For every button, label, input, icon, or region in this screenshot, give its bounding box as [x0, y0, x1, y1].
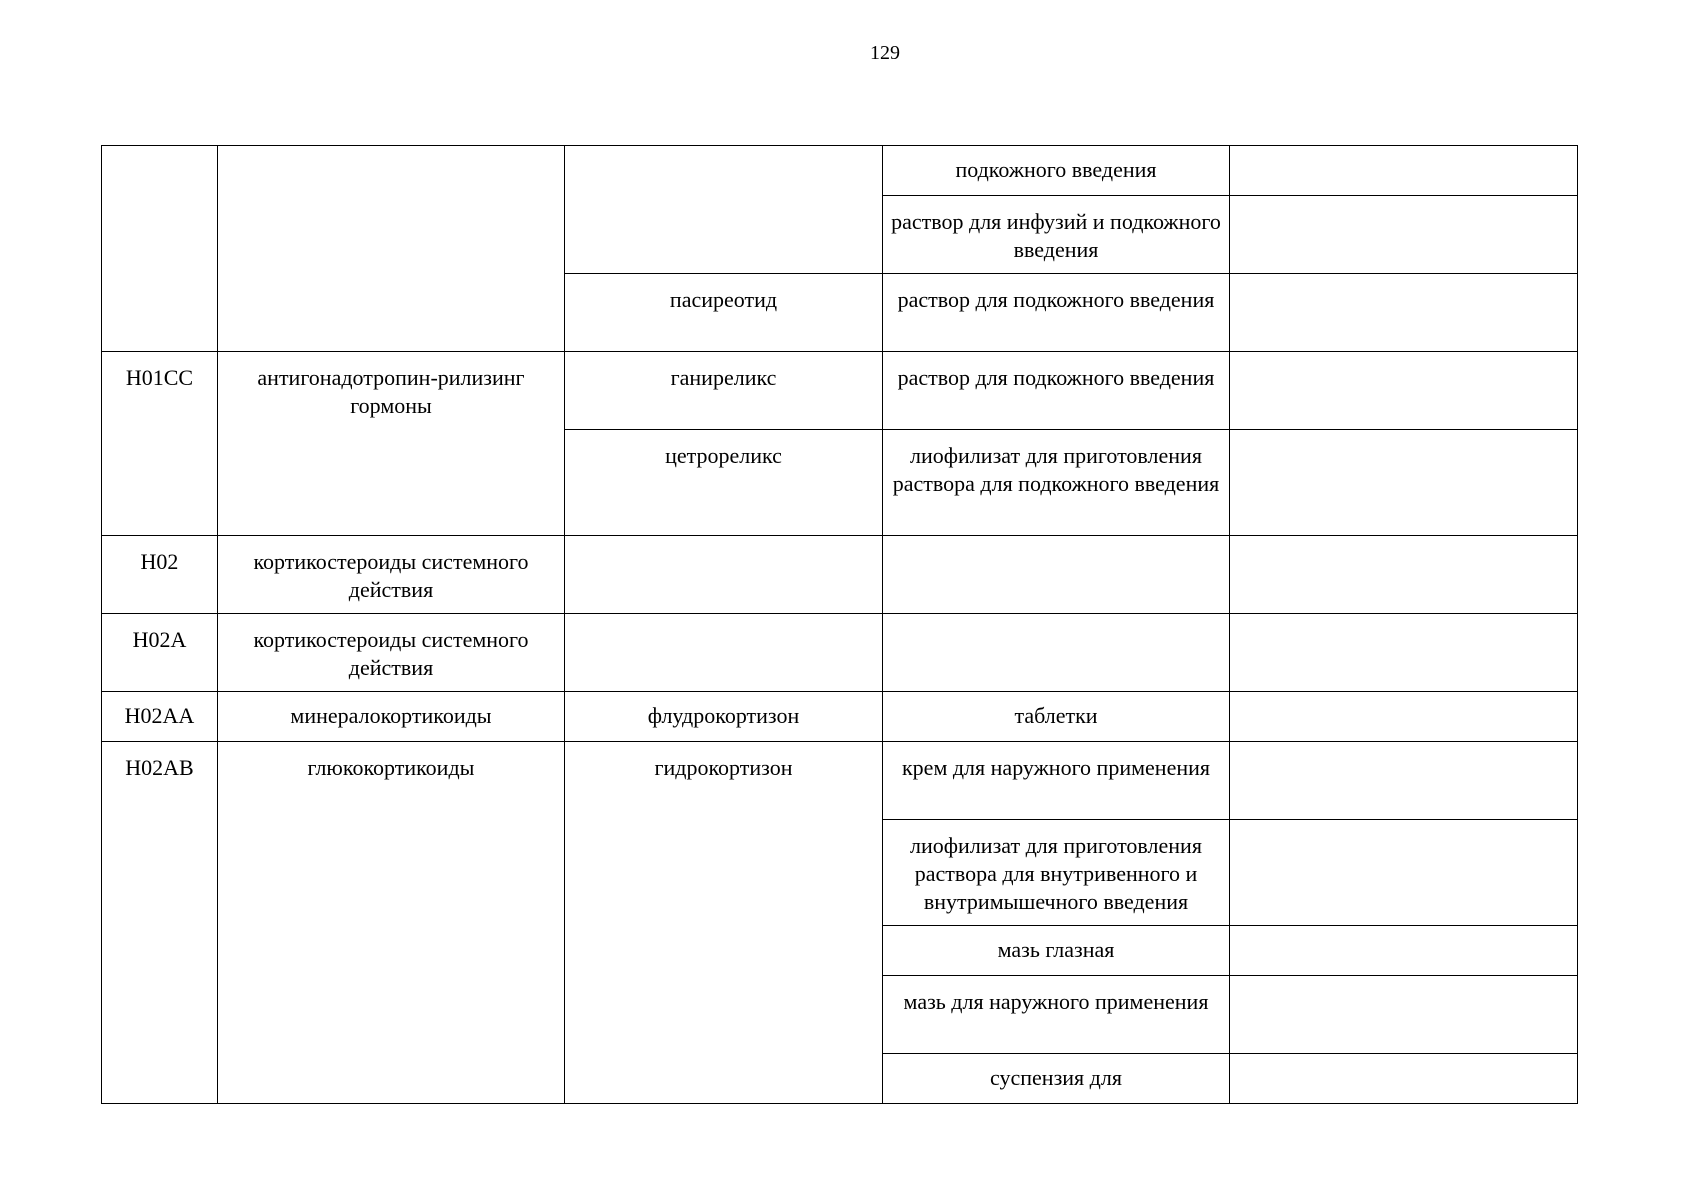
notes-cell: [1230, 976, 1578, 1054]
notes-cell: [1230, 1054, 1578, 1104]
form-cell: [883, 536, 1230, 614]
form-cell: таблетки: [883, 692, 1230, 742]
table-row: [102, 692, 1578, 742]
table-row: [102, 742, 1578, 820]
drug-cell: гидрокортизон: [565, 742, 883, 1104]
drug-list-table: [101, 145, 1578, 1104]
notes-cell: [1230, 820, 1578, 926]
code-cell: H02: [102, 536, 218, 614]
form-cell: подкожного введения: [883, 146, 1230, 196]
group-cell: кортикостероиды системного действия: [218, 536, 565, 614]
drug-cell: ганиреликс: [565, 352, 883, 430]
table-row: [102, 536, 1578, 614]
notes-cell: [1230, 352, 1578, 430]
form-cell: раствор для подкожного введения: [883, 274, 1230, 352]
form-cell: раствор для подкожного введения: [883, 352, 1230, 430]
notes-cell: [1230, 536, 1578, 614]
group-cell: антигонадотропин-рилизинг гормоны: [218, 352, 565, 536]
form-cell: лиофилизат для приготовления раствора для внутривенного и внутримышечного введения: [883, 820, 1230, 926]
notes-cell: [1230, 430, 1578, 536]
drug-cell: [565, 614, 883, 692]
drug-cell: флудрокортизон: [565, 692, 883, 742]
form-cell: суспензия для: [883, 1054, 1230, 1104]
form-cell: мазь для наружного применения: [883, 976, 1230, 1054]
code-cell: H02A: [102, 614, 218, 692]
notes-cell: [1230, 742, 1578, 820]
drug-cell: цетрореликс: [565, 430, 883, 536]
form-cell: крем для наружного применения: [883, 742, 1230, 820]
notes-cell: [1230, 274, 1578, 352]
notes-cell: [1230, 614, 1578, 692]
code-cell: H01CC: [102, 352, 218, 536]
group-cell: минералокортикоиды: [218, 692, 565, 742]
code-cell: [102, 146, 218, 352]
notes-cell: [1230, 692, 1578, 742]
form-cell: раствор для инфузий и подкожного введения: [883, 196, 1230, 274]
code-cell: H02AB: [102, 742, 218, 1104]
form-cell: [883, 614, 1230, 692]
table-row: [102, 146, 1578, 196]
form-cell: лиофилизат для приготовления раствора для подкожного введения: [883, 430, 1230, 536]
notes-cell: [1230, 926, 1578, 976]
form-cell: мазь глазная: [883, 926, 1230, 976]
drug-cell: [565, 536, 883, 614]
drug-cell: [565, 146, 883, 274]
group-cell: [218, 146, 565, 352]
group-cell: кортикостероиды системного действия: [218, 614, 565, 692]
code-cell: H02AA: [102, 692, 218, 742]
notes-cell: [1230, 146, 1578, 196]
drug-cell: пасиреотид: [565, 274, 883, 352]
table-row: [102, 352, 1578, 430]
table-row: [102, 614, 1578, 692]
page-number: 129: [870, 42, 900, 64]
notes-cell: [1230, 196, 1578, 274]
group-cell: глюкокортикоиды: [218, 742, 565, 1104]
